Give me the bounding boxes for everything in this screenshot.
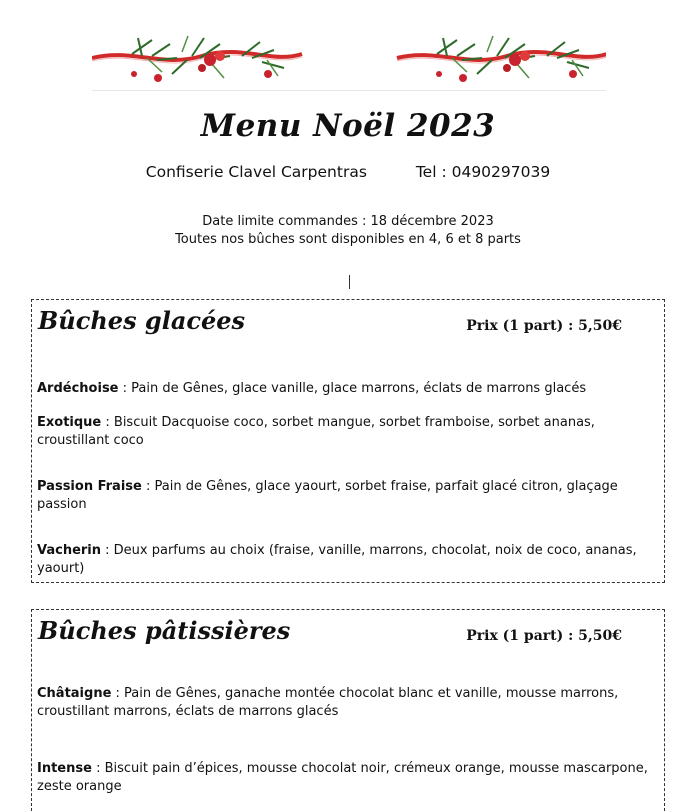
order-info (0, 213, 696, 249)
item-description: : Pain de Gênes, glace vanille, glace marrons, éclats de marrons glacés (118, 381, 587, 396)
menu-item-chataigne (37, 685, 653, 721)
section-price: Prix (1 part) : 5,50€ (466, 628, 622, 644)
menu-item-exotique (37, 414, 653, 450)
menu-item-ardechoise (37, 380, 653, 398)
section-title: Bûches pâtissières (38, 616, 291, 645)
shop-phone: Tel : 0490297039 (415, 163, 551, 181)
item-name: Intense (37, 761, 92, 776)
garland-divider (92, 90, 606, 91)
item-description: : Biscuit pain d’épices, mousse chocolat noir, crémeux orange, mousse mascarpone, zeste orange (37, 761, 648, 794)
menu-title: Menu Noël 2023 (200, 108, 496, 144)
item-name: Châtaigne (37, 686, 112, 701)
item-description: : Deux parfums au choix (fraise, vanille, marrons, chocolat, noix de coco, ananas, yaourt) (37, 543, 637, 576)
shop-line (0, 163, 696, 181)
menu-item-passion-fraise (37, 478, 653, 514)
section-title: Bûches glacées (38, 306, 246, 335)
item-description: : Biscuit Dacquoise coco, sorbet mangue, sorbet framboise, sorbet ananas, croustillant coco (37, 415, 595, 448)
menu-item-vacherin (37, 542, 653, 578)
section-buches-glacees (31, 299, 665, 583)
section-price: Prix (1 part) : 5,50€ (466, 318, 622, 334)
portions-note: Toutes nos bûches sont disponibles en 4, 6 et 8 parts (175, 232, 521, 247)
text-cursor (349, 275, 350, 289)
menu-item-intense (37, 760, 653, 796)
order-deadline: Date limite commandes : 18 décembre 2023 (202, 214, 494, 229)
item-description: : Pain de Gênes, glace yaourt, sorbet fraise, parfait glacé citron, glaçage passion (37, 479, 618, 512)
item-name: Vacherin (37, 543, 102, 558)
shop-name: Confiserie Clavel Carpentras (145, 163, 367, 181)
item-description: : Pain de Gênes, ganache montée chocolat blanc et vanille, mousse marrons, croustillant marrons, éclats de marrons glacés (37, 686, 619, 719)
christmas-garland-icon (92, 34, 606, 94)
item-name: Exotique (37, 415, 102, 430)
section-buches-patissieres (31, 609, 665, 811)
item-name: Passion Fraise (37, 479, 142, 494)
item-name: Ardéchoise (37, 381, 119, 396)
